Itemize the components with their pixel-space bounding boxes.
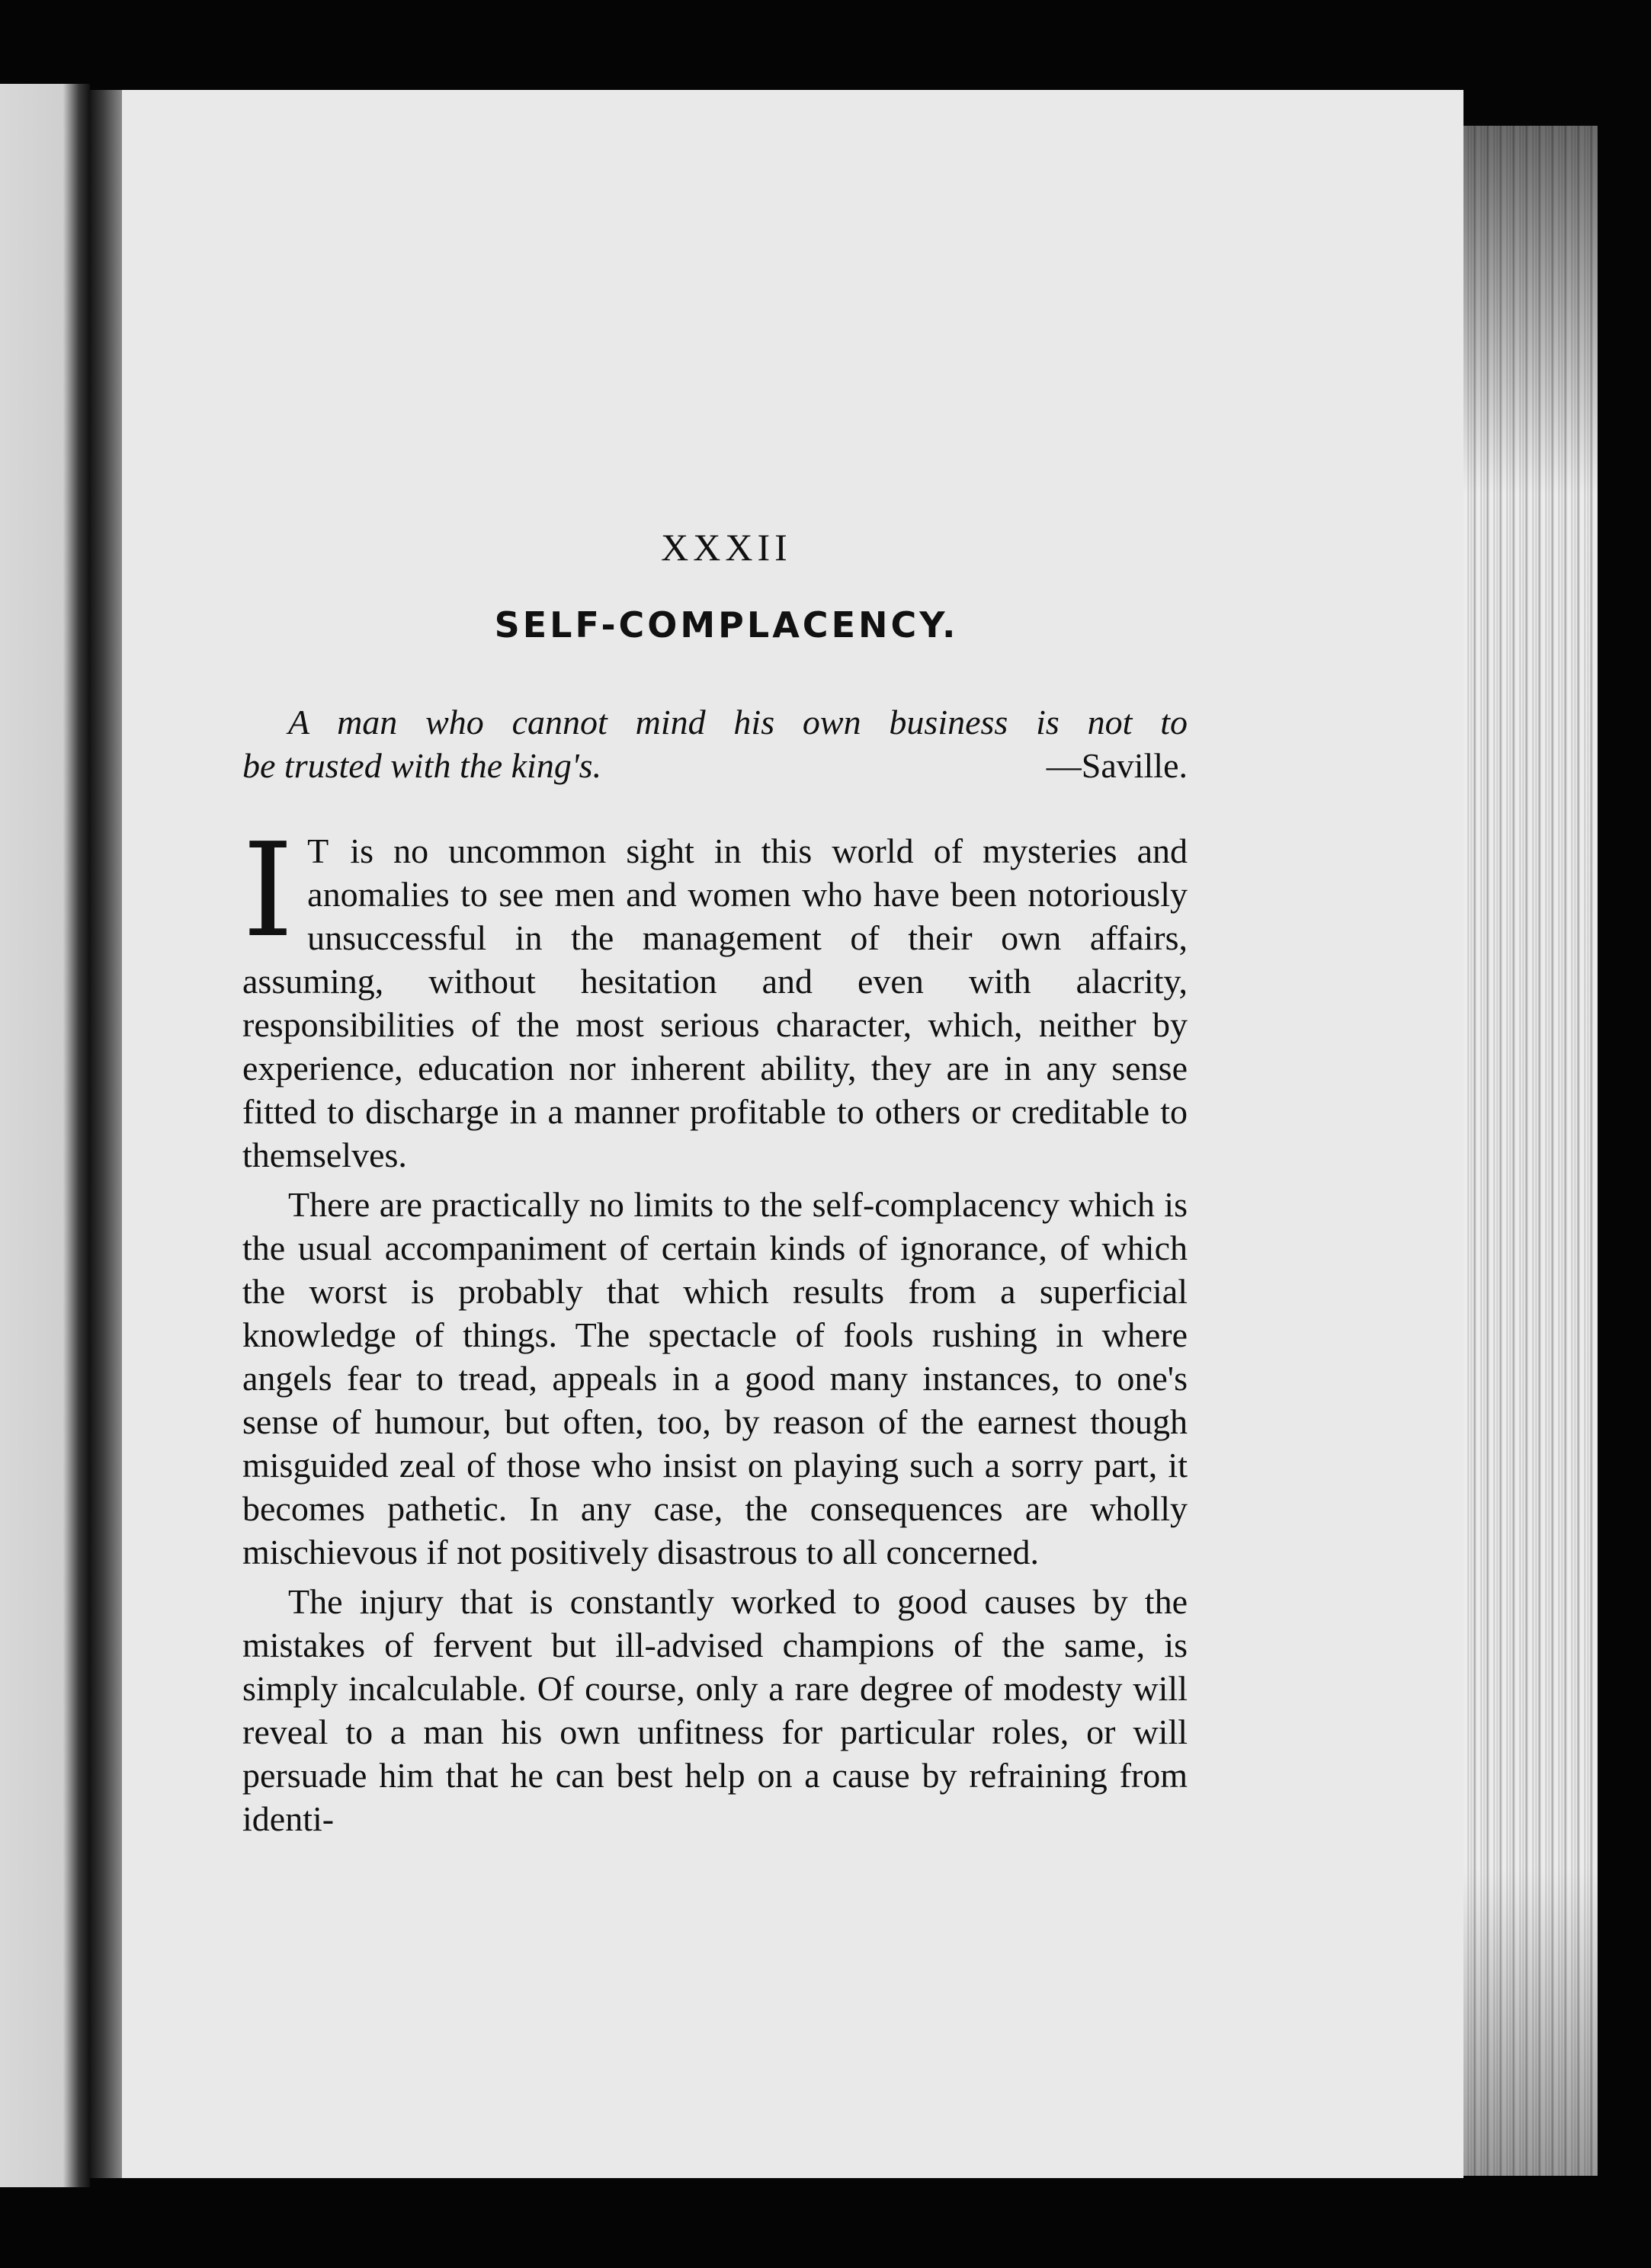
book-gutter [90, 90, 122, 2178]
paragraph-3: The injury that is constantly worked to good causes by the mistakes of fervent but ill-advised champions of the same, is simply incalculable. Of course, only a rare degree of modesty will reveal to a man his own unfitness for particular roles, or will persuade him that he can best help on a cause by refraining from identi- [242, 1582, 1188, 1838]
page-fore-edge-shadow [1463, 126, 1598, 2176]
drop-cap-continuation: T [307, 831, 331, 870]
epigraph-attribution: —Saville. [1046, 746, 1188, 785]
drop-cap-letter: I [242, 815, 294, 966]
epigraph [242, 700, 1188, 787]
page-text-block [242, 526, 1188, 1847]
epigraph-line-2: be trusted with the king's. [242, 746, 602, 785]
paragraph-1-text: is no uncommon sight in this world of mysteries and anomalies to see men and women who have been notoriously unsuccessful in the management of their own affairs, assuming, without hesitation and even with alacrity, responsibilities of the most serious character, which, neither by experience, education nor inherent ability, they are in any sense fitted to discharge in a manner profitable to others or creditable to themselves. [242, 831, 1188, 1174]
epigraph-line-2-row [242, 744, 1188, 787]
paragraph-2: There are practically no limits to the self-complacency which is the usual accompaniment of certain kinds of ignorance, of which the worst is probably that which results from a superficial knowledge of things. The spectacle of fools rushing in where angels fear to tread, appeals in a good many instances, to one's sense of humour, but often, too, by reason of the earnest though misguided zeal of those who insist on playing such a sorry part, it becomes pathetic. In any case, the consequences are wholly mischievous if not positively disastrous to all concerned. [242, 1185, 1188, 1571]
left-page-edge [0, 84, 90, 2187]
paragraph-1 [242, 815, 1188, 1177]
chapter-title: SELF-COMPLACENCY. [494, 604, 959, 645]
chapter-number: XXXII [661, 526, 792, 569]
epigraph-line-1: A man who cannot mind his own business is not to [288, 703, 1188, 742]
